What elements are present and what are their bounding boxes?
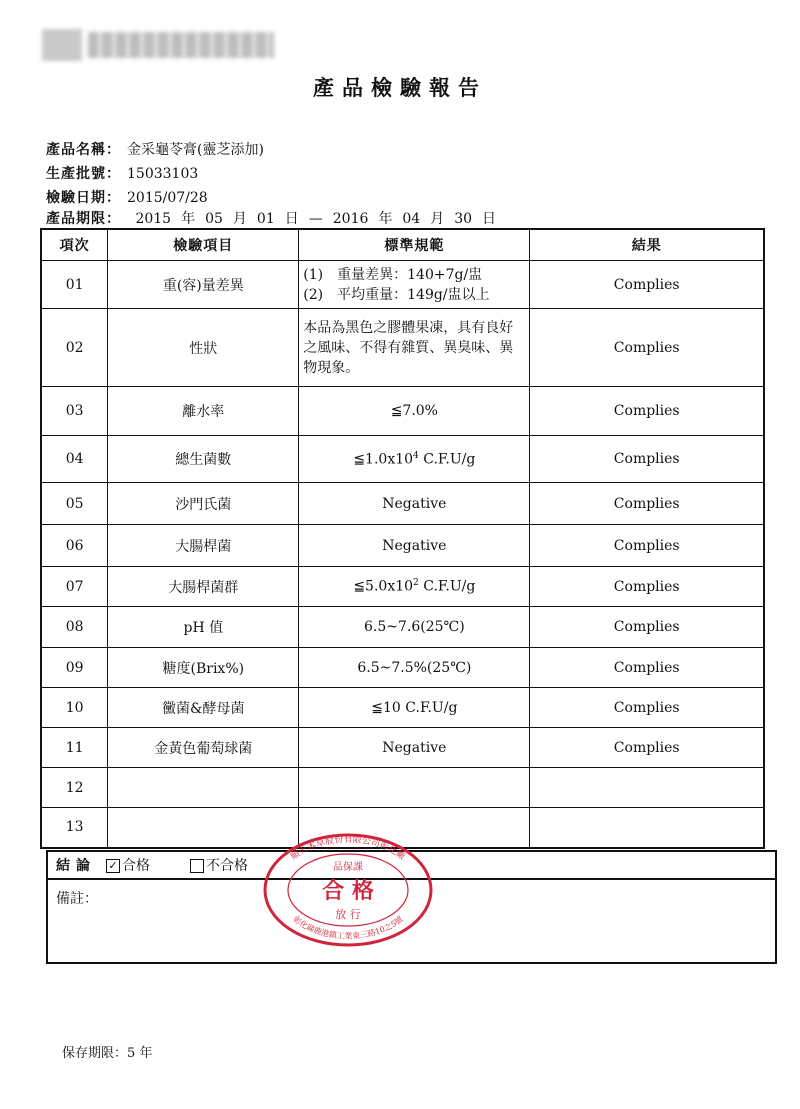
- pass-checkbox: ✓: [106, 859, 120, 873]
- table-row: [41, 525, 764, 567]
- spec-unit: C.F.U/g: [418, 451, 476, 468]
- company-name-blurred: [88, 32, 274, 58]
- row-no: 01: [41, 261, 108, 309]
- table-header-row: [41, 229, 764, 261]
- retention-period: 保存期限：5 年: [62, 1046, 153, 1061]
- row-spec: ≦7.0%: [299, 387, 530, 436]
- spec-base: ≦1.0x10: [353, 451, 414, 468]
- table-row: [41, 387, 764, 436]
- header-spec: 標準規範: [299, 229, 530, 261]
- from-month: 05: [205, 211, 223, 227]
- from-year: 2015: [135, 211, 172, 227]
- spec-line: (1) 重量差異：140+7g/盅: [303, 266, 483, 283]
- inspection-date-label: 檢驗日期：: [46, 190, 121, 206]
- unit-day: 日: [482, 211, 497, 227]
- table-row: [41, 607, 764, 648]
- row-spec: [299, 436, 530, 483]
- row-result: Complies: [530, 525, 764, 567]
- pass-option: [106, 855, 150, 875]
- row-result: Complies: [530, 567, 764, 607]
- row-result: Complies: [530, 648, 764, 688]
- row-result: Complies: [530, 309, 764, 387]
- row-result: [530, 808, 764, 848]
- table-row: [41, 483, 764, 525]
- table-row: [41, 309, 764, 387]
- row-spec: 6.5~7.6(25℃): [299, 607, 530, 648]
- expiry-period-row: [46, 208, 506, 228]
- spec-line: 物現象。: [303, 359, 360, 376]
- fail-checkbox: [190, 859, 204, 873]
- row-no: 05: [41, 483, 108, 525]
- fail-label: 不合格: [206, 858, 248, 874]
- stamp-line2: 合 格: [322, 878, 374, 904]
- row-no: 13: [41, 808, 108, 848]
- stamp-top-text: 順天本草股份有限公司彰化廠: [289, 835, 407, 863]
- row-item: 金黃色葡萄球菌: [108, 728, 299, 768]
- table-row: [41, 768, 764, 808]
- inspection-date-row: [46, 187, 208, 207]
- unit-day: 日: [284, 211, 299, 227]
- unit-year: 年: [378, 211, 393, 227]
- spec-line: (2) 平均重量：149g/盅以上: [303, 286, 490, 303]
- expiry-period-label: 產品期限：: [46, 211, 121, 227]
- batch-value: 15033103: [127, 166, 199, 182]
- company-header-blurred: [42, 28, 274, 62]
- spec-line: 本品為黑色之膠體果凍，具有良好: [303, 319, 514, 336]
- remarks-label: 備註：: [56, 891, 98, 907]
- row-no: 09: [41, 648, 108, 688]
- report-title: 產品檢驗報告: [313, 75, 487, 100]
- row-no: 02: [41, 309, 108, 387]
- row-item: 沙門氏菌: [108, 483, 299, 525]
- fail-option: [190, 855, 248, 875]
- row-spec: [299, 261, 530, 309]
- row-spec: Negative: [299, 728, 530, 768]
- table-row: [41, 567, 764, 607]
- spec-unit: C.F.U/g: [418, 578, 476, 595]
- conclusion-label: 結論: [56, 858, 96, 874]
- row-spec: Negative: [299, 525, 530, 567]
- row-item: pH 值: [108, 607, 299, 648]
- row-result: Complies: [530, 607, 764, 648]
- row-no: 12: [41, 768, 108, 808]
- row-result: Complies: [530, 688, 764, 728]
- batch-row: [46, 163, 198, 183]
- spec-exponent: 2: [413, 578, 419, 589]
- row-item: 重(容)量差異: [108, 261, 299, 309]
- row-spec: [299, 768, 530, 808]
- inspection-table: [40, 228, 765, 849]
- row-spec: Negative: [299, 483, 530, 525]
- row-item: 黴菌&酵母菌: [108, 688, 299, 728]
- stamp-bottom-text: 彰化縣鹿港鎮工業東三路10之5號: [291, 914, 405, 941]
- pass-label: 合格: [122, 858, 150, 874]
- to-day: 30: [454, 211, 473, 227]
- row-no: 11: [41, 728, 108, 768]
- batch-label: 生產批號：: [46, 166, 121, 182]
- row-no: 04: [41, 436, 108, 483]
- header-no: 項次: [41, 229, 108, 261]
- stamp-graphic: [262, 832, 434, 948]
- row-result: Complies: [530, 728, 764, 768]
- to-year: 2016: [332, 211, 369, 227]
- company-logo: [42, 29, 82, 61]
- row-result: Complies: [530, 483, 764, 525]
- table-row: [41, 436, 764, 483]
- row-item: [108, 768, 299, 808]
- row-spec: [299, 567, 530, 607]
- period-dash: —: [308, 211, 323, 227]
- row-no: 03: [41, 387, 108, 436]
- product-name-value: 金采龜苓膏(靈芝添加): [127, 142, 264, 158]
- table-row: [41, 688, 764, 728]
- row-no: 10: [41, 688, 108, 728]
- row-result: Complies: [530, 387, 764, 436]
- header-result: 結果: [530, 229, 764, 261]
- row-result: Complies: [530, 261, 764, 309]
- unit-year: 年: [181, 211, 196, 227]
- unit-month: 月: [232, 211, 247, 227]
- spec-base: ≦5.0x10: [353, 578, 414, 595]
- spec-line: 之風味、不得有雜質、異臭味、異: [303, 339, 514, 356]
- row-item: 性狀: [108, 309, 299, 387]
- row-result: [530, 768, 764, 808]
- stamp-line3: 放 行: [335, 908, 361, 921]
- row-result: Complies: [530, 436, 764, 483]
- row-item: 大腸桿菌群: [108, 567, 299, 607]
- row-item: 大腸桿菌: [108, 525, 299, 567]
- row-no: 06: [41, 525, 108, 567]
- table-row: [41, 261, 764, 309]
- table-row: [41, 648, 764, 688]
- row-spec: 6.5~7.5%(25℃): [299, 648, 530, 688]
- row-spec: [299, 309, 530, 387]
- unit-month: 月: [430, 211, 445, 227]
- row-no: 08: [41, 607, 108, 648]
- inspection-date-value: 2015/07/28: [127, 190, 208, 206]
- table-row: [41, 728, 764, 768]
- row-item: 糖度(Brix%): [108, 648, 299, 688]
- row-item: 總生菌數: [108, 436, 299, 483]
- header-item: 檢驗項目: [108, 229, 299, 261]
- approval-stamp: [262, 832, 434, 948]
- row-item: 離水率: [108, 387, 299, 436]
- spec-exponent: 4: [413, 450, 419, 461]
- product-name-label: 產品名稱：: [46, 142, 121, 158]
- stamp-line1: 品保課: [333, 862, 363, 873]
- row-spec: ≦10 C.F.U/g: [299, 688, 530, 728]
- to-month: 04: [402, 211, 421, 227]
- from-day: 01: [256, 211, 275, 227]
- product-name-row: [46, 139, 264, 159]
- row-no: 07: [41, 567, 108, 607]
